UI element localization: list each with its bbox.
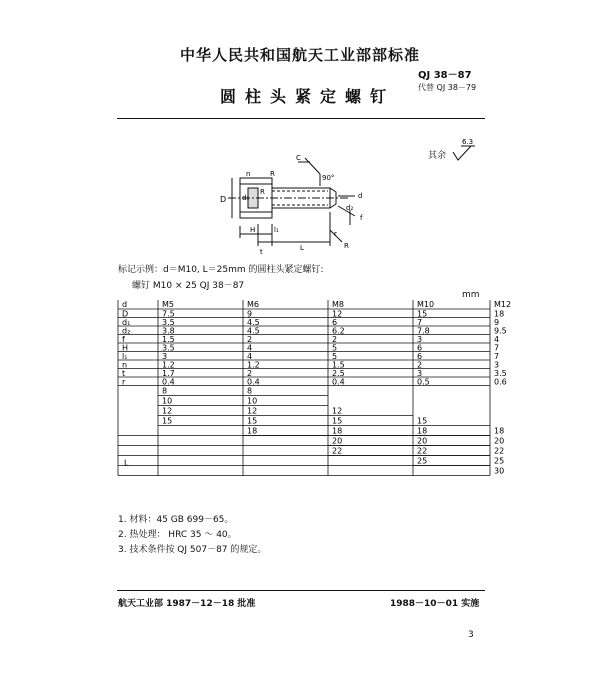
dim-label-r-2: R: [344, 242, 349, 250]
table-cell: 5: [332, 343, 338, 353]
table-L-cell: 10: [247, 396, 258, 406]
dim-label-r: r: [334, 230, 337, 238]
table-L-cell: 18: [494, 426, 505, 436]
footer-rule: [117, 590, 485, 591]
table-row-label: d₂: [122, 326, 131, 336]
table-L-cell: 12: [247, 406, 258, 416]
dim-label-r-1: R: [260, 188, 265, 196]
table-cell: 9.5: [494, 326, 507, 336]
table-cell: 3.8: [162, 326, 175, 336]
dim-label-t: t: [260, 248, 263, 256]
table-L-cell: 10: [162, 396, 173, 406]
marking-example-code: 螺钉 M10 × 25 QJ 38－87: [132, 281, 245, 291]
page-number: 3: [468, 630, 474, 640]
dim-label-c: C: [296, 154, 301, 162]
table-cell: 2: [332, 335, 338, 344]
table-header-cell: M5: [162, 300, 174, 309]
dimension-table: [118, 300, 512, 510]
table-L-cell: 12: [162, 406, 173, 416]
table-cell: 0.5: [417, 377, 430, 387]
table-cell: 3.5: [494, 369, 507, 378]
table-cell: 0.4: [332, 377, 345, 387]
roughness-label: 其余: [428, 151, 447, 161]
table-cell: 5: [332, 352, 338, 361]
table-cell: 3: [494, 360, 500, 370]
table-cell: 2.5: [332, 369, 345, 378]
dim-label-r-3: R: [270, 170, 275, 178]
note-heat-treatment: 2. 热处理： HRC 35 ～ 40。: [118, 530, 237, 540]
table-cell: 9: [494, 318, 500, 327]
table-cell: 4.5: [247, 318, 260, 327]
dim-label-n: n: [246, 170, 251, 178]
table-L-cell: 15: [332, 416, 343, 426]
table-header-cell: M12: [494, 300, 512, 309]
table-cell: 18: [494, 309, 505, 319]
replaces-standard: 代替 QJ 38－79: [418, 83, 477, 92]
note-technical-conditions: 3. 技术条件按 QJ 507－87 的规定。: [118, 545, 267, 555]
table-row-label: t: [122, 369, 126, 378]
marking-example-line: 标记示例：d＝M10, L＝25mm 的圆柱头紧定螺钉:: [118, 265, 324, 275]
dim-label-d: d: [358, 192, 363, 200]
table-cell: 3.5: [162, 318, 175, 327]
table-row-label: D: [122, 309, 129, 319]
screw-drawing: [210, 150, 380, 255]
dim-label-f: f: [360, 214, 363, 222]
unit-label: mm: [462, 290, 480, 300]
table-cell: 2: [417, 360, 423, 370]
table-cell: 4: [247, 352, 253, 361]
table-L-cell: 25: [494, 456, 505, 466]
table-row-label: n: [122, 360, 128, 370]
table-L-cell: 22: [332, 446, 343, 456]
table-L-cell: 20: [494, 436, 505, 446]
table-L-cell: 15: [417, 416, 428, 426]
table-cell: 6: [417, 352, 423, 361]
table-L-cell: 25: [417, 456, 428, 466]
table-L-cell: 8: [162, 386, 168, 396]
dim-label-D: D: [220, 195, 227, 204]
table-L-cell: 30: [494, 466, 505, 476]
table-cell: 7: [494, 343, 500, 353]
table-L-cell: 18: [417, 426, 428, 436]
table-cell: 1.2: [247, 360, 260, 370]
table-cell: 4.5: [247, 326, 260, 336]
approval-date: 航天工业部 1987－12－18 批准: [118, 599, 256, 609]
table-cell: 1.5: [332, 360, 345, 370]
table-cell: 7.8: [417, 326, 430, 336]
table-L-cell: 18: [332, 426, 343, 436]
header-rule: [117, 118, 485, 119]
table-cell: 1.2: [162, 360, 175, 370]
note-material: 1. 材料：45 GB 699－65。: [118, 515, 234, 525]
table-header-cell: d: [122, 300, 128, 309]
dim-label-H: H: [250, 226, 256, 234]
table-L-cell: 22: [494, 446, 505, 456]
table-L-cell: 15: [247, 416, 258, 426]
table-cell: 6.2: [332, 326, 345, 336]
table-cell: 0.4: [162, 377, 175, 387]
dim-label-L: L: [300, 244, 304, 252]
roughness-note: [428, 138, 479, 164]
dim-label-l1: l₁: [274, 226, 279, 234]
table-header-cell: M8: [332, 300, 344, 309]
roughness-value: 6.3: [461, 138, 474, 146]
table-cell: 7: [494, 352, 500, 361]
table-L-cell: 20: [417, 436, 428, 446]
table-L-cell: 18: [247, 426, 258, 436]
table-header-cell: M10: [417, 300, 435, 309]
table-cell: 1.5: [162, 335, 175, 344]
table-L-cell: 15: [162, 416, 173, 426]
table-cell: 3: [417, 335, 423, 344]
table-cell: 6: [332, 318, 338, 327]
table-L-label: L: [124, 458, 129, 468]
issuing-authority-title: 中华人民共和国航天工业部部标准: [179, 46, 420, 64]
table-cell: 4: [247, 343, 253, 353]
table-cell: 3: [417, 369, 423, 378]
document-title: 圆柱头紧定螺钉: [220, 87, 396, 106]
effective-date: 1988－10－01 实施: [390, 599, 480, 609]
table-cell: 2: [247, 335, 253, 344]
table-L-cell: 20: [332, 436, 343, 446]
dim-label-angle: 90°: [322, 174, 335, 182]
table-cell: 0.4: [247, 377, 260, 387]
table-cell: 3: [162, 352, 168, 361]
table-cell: 2: [247, 369, 253, 378]
table-cell: 15: [417, 309, 428, 319]
dim-label-d2: d₂: [346, 204, 354, 212]
table-row-label: r: [122, 377, 126, 387]
table-cell: 7.5: [162, 309, 175, 319]
table-row-label: l₁: [122, 352, 128, 361]
table-row-label: f: [122, 335, 125, 344]
table-cell: 12: [332, 309, 343, 319]
table-L-cell: 8: [247, 386, 253, 396]
standard-code: QJ 38－87: [418, 70, 472, 81]
table-L-cell: 22: [417, 446, 428, 456]
table-L-cell: 12: [332, 406, 343, 416]
table-row-label: d₁: [122, 318, 131, 327]
roughness-symbol-icon: [449, 138, 479, 164]
table-cell: 6: [417, 343, 423, 353]
table-cell: 9: [247, 309, 253, 319]
table-row-label: H: [122, 343, 129, 353]
table-header-cell: M6: [247, 300, 259, 309]
table-cell: 4: [494, 335, 500, 344]
table-cell: 0.6: [494, 377, 507, 387]
dim-label-d1: d₁: [242, 194, 250, 202]
table-cell: 1.7: [162, 369, 175, 378]
table-cell: 3.5: [162, 343, 175, 353]
table-cell: 7: [417, 318, 423, 327]
